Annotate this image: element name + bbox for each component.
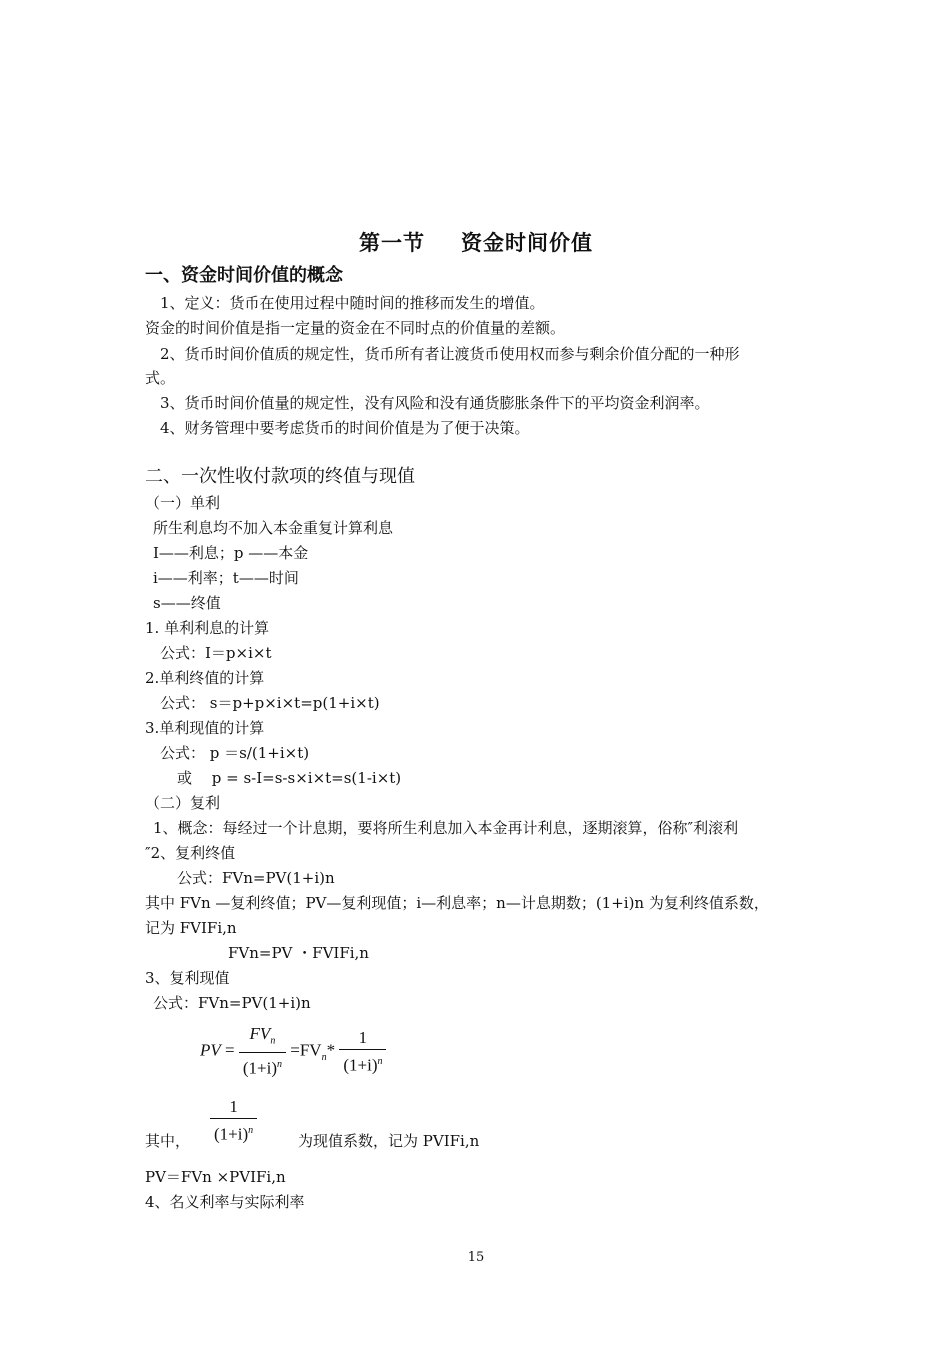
eq-lhs: PV <box>200 1040 221 1060</box>
paragraph-definition: 1、定义：货币在使用过程中随时间的推移而发生的增值。 <box>160 294 545 312</box>
eq2-fraction <box>210 1097 257 1145</box>
heading-concept: 一、资金时间价值的概念 <box>145 265 343 286</box>
text-pvif-prefix: 其中， <box>145 1132 191 1150</box>
eq-den2: (1+i) <box>343 1055 378 1075</box>
section-title <box>0 227 952 257</box>
formula-compound-present-label: 公式：FVn=PV(1+i)n <box>153 994 311 1012</box>
text-compound-terms: 其中 FVn —复利终值；PV—复利现值；i—利息率；n—计息期数；(1+i)n 为复利终值系数， <box>145 894 769 912</box>
text-def-rate: i——利率；t——时间 <box>153 569 299 587</box>
eq2-den-sup: n <box>248 1125 254 1136</box>
subheading-simple-interest: （一）单利 <box>145 494 221 512</box>
paragraph-quantity: 3、货币时间价值量的规定性，没有风险和没有通货膨胀条件下的平均资金利润率。 <box>160 394 710 412</box>
eq-mid: =FV <box>290 1040 322 1060</box>
eq-den1: (1+i) <box>242 1059 278 1079</box>
page-number: 15 <box>467 1250 485 1265</box>
eq-star: * <box>326 1040 336 1060</box>
eq-num1: FV <box>249 1024 271 1043</box>
eq-fraction-2 <box>339 1028 386 1076</box>
formula-interest: 公式：I＝p×i×t <box>160 644 272 662</box>
formula-present-alt: 或 p = s-I=s-s×i×t=s(1-i×t) <box>177 769 402 787</box>
eq-fraction-1 <box>239 1024 286 1079</box>
formula-final: 公式： s＝p+p×i×t=p(1+i×t) <box>160 694 380 712</box>
paragraph-explanation: 资金的时间价值是指一定量的资金在不同时点的价值量的差额。 <box>145 319 566 337</box>
eq-den1-sup: n <box>277 1059 283 1071</box>
text-pvif-suffix: 为现值系数，记为 PVIFi,n <box>298 1132 480 1150</box>
subheading-compound-present: 3、复利现值 <box>145 969 230 987</box>
formula-fvif: FVn=PV ・FVIFi,n <box>228 944 369 962</box>
subheading-present-calc: 3.单利现值的计算 <box>145 719 265 737</box>
text-compound-final-heading: ″2、复利终值 <box>145 844 236 862</box>
text-def-interest: I——利息；p ——本金 <box>153 544 309 562</box>
section-title-number: 第一节 <box>359 230 425 255</box>
eq2-num: 1 <box>210 1097 257 1119</box>
subheading-compound: （二）复利 <box>145 794 221 812</box>
formula-compound-final: 公式：FVn=PV(1+i)n <box>177 869 335 887</box>
formula-present: 公式： p ＝s/(1+i×t) <box>160 744 310 762</box>
text-def-final: s——终值 <box>153 594 221 612</box>
eq-equals: = <box>225 1040 235 1060</box>
subheading-nominal-real: 4、名义利率与实际利率 <box>145 1193 305 1211</box>
text-simple-interest-desc: 所生利息均不加入本金重复计算利息 <box>153 519 394 537</box>
eq2-den: (1+i) <box>214 1124 249 1144</box>
formula-pvif: PV＝FVn ×PVIFi,n <box>145 1168 286 1186</box>
equation-present-value <box>200 1024 386 1079</box>
subheading-interest-calc: 1. 单利利息的计算 <box>145 619 270 637</box>
section-title-text: 资金时间价值 <box>461 230 593 255</box>
heading-lump-sum: 二、一次性收付款项的终值与现值 <box>145 466 415 487</box>
text-fvif: 记为 FVIFi,n <box>145 919 237 937</box>
subheading-final-calc: 2.单利终值的计算 <box>145 669 265 687</box>
paragraph-quality-cont: 式。 <box>145 369 176 387</box>
eq-num2: 1 <box>339 1028 386 1050</box>
eq-den2-sup: n <box>377 1055 383 1067</box>
equation-pvif <box>210 1097 257 1145</box>
eq-mid-sub: n <box>321 1051 327 1063</box>
eq-num1-sub: n <box>270 1035 276 1047</box>
paragraph-decision: 4、财务管理中要考虑货币的时间价值是为了便于决策。 <box>160 419 530 437</box>
text-compound-concept: 1、概念：每经过一个计息期，要将所生利息加入本金再计利息，逐期滚算，俗称″利滚利 <box>153 819 739 837</box>
paragraph-quality: 2、货币时间价值质的规定性，货币所有者让渡货币使用权而参与剩余价值分配的一种形 <box>160 345 740 363</box>
